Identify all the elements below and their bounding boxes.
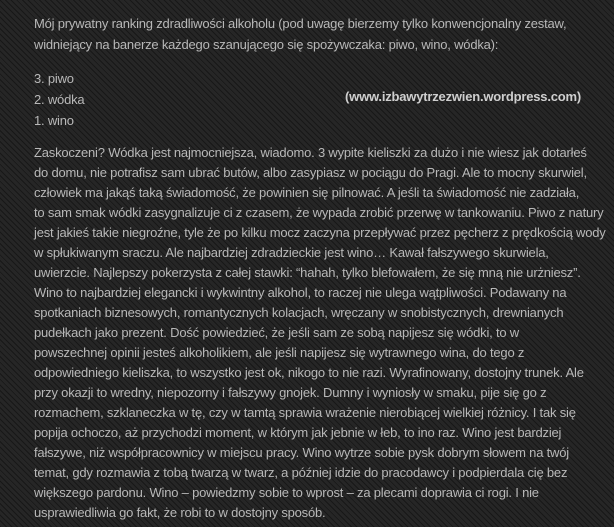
text-line: spotkaniach biznesowych, romantycznych kolacjach, wręczany w snobistycznych, drewnianych [34,305,564,320]
source-url: (www.izbawytrzezwien.wordpress.com) [345,89,581,104]
text-line: fałszywe, niż współpracownicy w miejscu pracy. Wino wytrze sobie pysk dobrym słowem na twój [34,445,569,460]
intro-paragraph [34,13,581,55]
ranking-item-vodka: 2. wódka [34,92,85,107]
text-line: w spłukiwanym sraczu. Ale najbardziej zdradzieckie jest wino… Kawał fałszywego skurwiela, [34,245,549,260]
text-line: człowiek ma jakąś taką świadomość, że powinien się pilnować. A jeśli ta świadomość nie zadziała, [34,185,580,200]
text-line: przy okazji to wredny, niepozorny i fałszywy gnojek. Dumny i wyniosły w smaku, pije się go z [34,385,547,400]
text-line: rozmachem, szklaneczka w tę, czy w tamtą sprawia wrażenie nierobiącej wielkiej różnicy. I tak się [34,405,576,420]
intro-line: Mój prywatny ranking zdradliwości alkoholu (pod uwagę bierzemy tylko konwencjonalny zestaw, [34,16,567,31]
body-paragraph [34,143,606,523]
intro-line: widniejący na banerze każdego szanującego się spożywczaka: piwo, wino, wódka): [34,37,499,52]
text-line: pudełkach jako prezent. Dość powiedzieć, że jeśli sam ze sobą napijesz się wódki, to w [34,325,519,340]
text-line: usprawiedliwia go fakt, że robi to w dostojny sposób. [34,505,326,520]
ranking-item-beer: 3. piwo [34,71,74,86]
text-line: większego pardonu. Wino – powiedzmy sobie to wprost – za plecami doprawia ci rogi. I nie [34,485,539,500]
text-line: uwierzcie. Najlepszy pokerzysta z całej stawki: “hahah, tylko blefowałem, że się mną nie urżniesz”. [34,265,581,280]
ranking-list [34,68,581,131]
text-line: Zaskoczeni? Wódka jest najmocniejsza, wiadomo. 3 wypite kieliszki za dużo i nie wiesz jak dotarłeś [34,145,587,160]
text-line: odpowiedniego kieliszka, to wszystko jest ok, nikogo to nie razi. Wyrafinowany, dostojny trunek. Ale [34,365,584,380]
text-line: to sam smak wódki zasygnalizuje ci z czasem, że wypada zrobić przerwę w tankowaniu. Piwo z natury [34,205,604,220]
text-line: do domu, nie potrafisz sam ubrać butów, albo zasypiasz w pociągu do Pragi. Ale to mocny skurwiel, [34,165,587,180]
ranking-item-wine: 1. wino [34,113,74,128]
text-line: jest jakieś takie niegroźne, tyle że po kilku mocz zaczyna przepływać przez pęcherz z prędkością wody [34,225,606,240]
text-line: Wino to najbardziej elegancki i wykwintny alkohol, to raczej nie ulega wątpliwości. Podawany na [34,285,567,300]
text-line: popija ochoczo, aż przychodzi moment, w którym jak jebnie w łeb, to ino raz. Wino jest bardziej [34,425,562,440]
text-line: temat, gdy rozmawia z tobą twarzą w twarz, a później idzie do pracodawcy i podpierdala cię bez [34,465,568,480]
text-line: powszechnej opinii jesteś alkoholikiem, ale jeśli napijesz się wytrawnego wina, do tego z [34,345,525,360]
